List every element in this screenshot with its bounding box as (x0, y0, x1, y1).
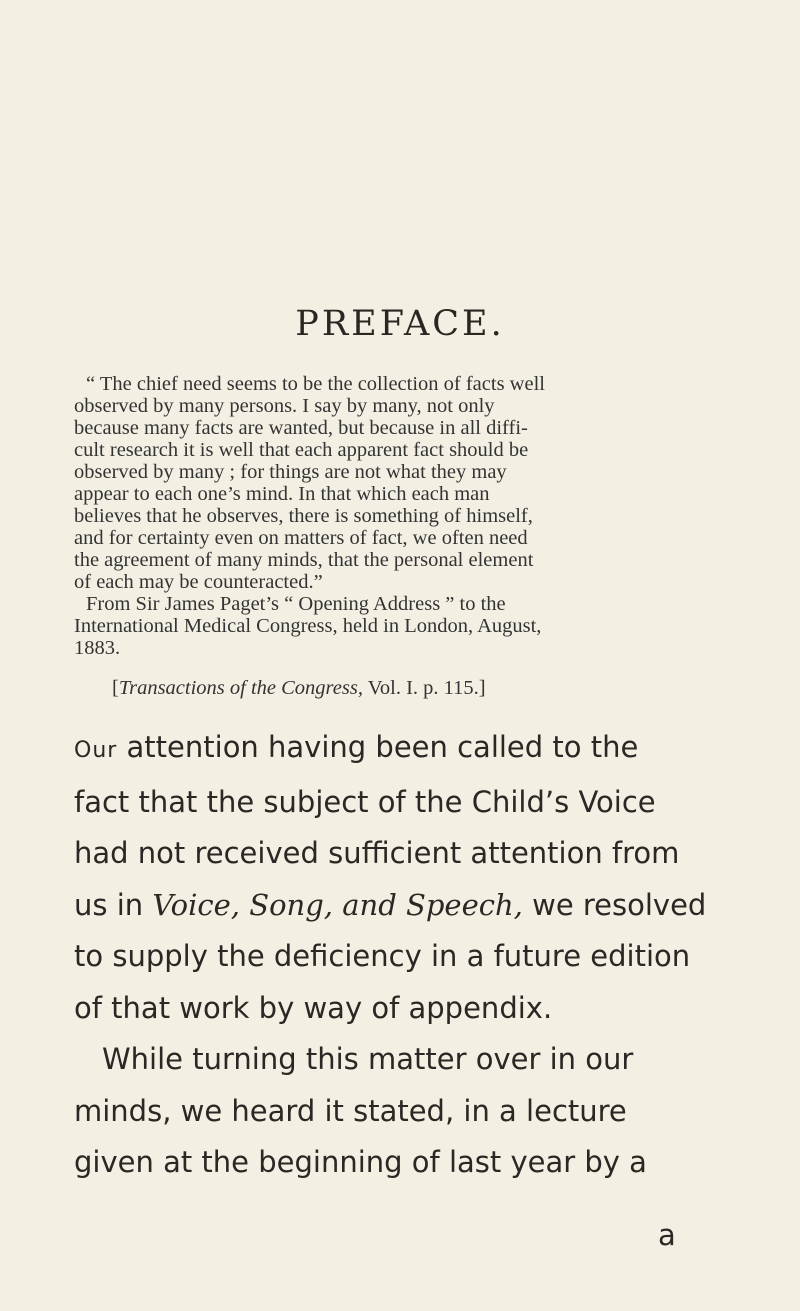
epigraph-line: the agreement of many minds, that the personal element (74, 549, 534, 571)
epigraph-line: observed by many persons. I say by many, not only (74, 395, 495, 417)
attribution-line: From Sir James Paget’s “ Opening Address ” to the (86, 593, 506, 615)
body-line: had not received sufficient attention from (74, 836, 680, 870)
body-line: minds, we heard it stated, in a lecture (74, 1093, 627, 1128)
body-line: to supply the deficiency in a future edition (74, 939, 691, 973)
body-line-text: us in (74, 887, 153, 922)
epigraph-line: of each may be counteracted.” (74, 571, 323, 593)
attribution-line: International Medical Congress, held in London, August, (74, 615, 542, 637)
epigraph-line: appear to each one’s mind. In that which each man (74, 483, 490, 505)
body-line (74, 880, 764, 932)
epigraph-line: because many facts are wanted, but because in all diffi- (74, 417, 528, 439)
citation-rest: Vol. I. p. 115.] (362, 677, 486, 699)
body-line-text: we resolved (522, 887, 707, 922)
body-line: While turning this matter over in our (102, 1042, 634, 1076)
citation-open: [ (112, 677, 119, 699)
body-line (74, 722, 764, 777)
epigraph-line: believes that he observes, there is something of himself, (74, 505, 533, 527)
epigraph-line: “ The chief need seems to be the collection of facts well (86, 373, 545, 395)
epigraph-line: cult research it is well that each apparent fact should be (74, 439, 529, 461)
preface-body (74, 722, 764, 1189)
book-title-italic: Voice, Song, and Speech, (152, 887, 523, 922)
citation-title: Transactions of the Congress, (118, 677, 363, 699)
body-line: given at the beginning of last year by a (74, 1145, 647, 1179)
epigraph-line: observed by many ; for things are not what they may (74, 461, 507, 483)
page-title: PREFACE. (295, 304, 505, 344)
citation (112, 677, 486, 700)
attribution-line: 1883. (74, 637, 121, 659)
catchword: a (658, 1218, 676, 1252)
drop-word: Our (74, 738, 118, 763)
epigraph-quote (74, 373, 754, 659)
body-line-text: attention having been called to the (117, 730, 639, 764)
epigraph-line: and for certainty even on matters of fact, we often need (74, 527, 528, 549)
body-line: of that work by way of appendix. (74, 990, 553, 1025)
body-line: fact that the subject of the Child’s Voice (74, 784, 656, 819)
